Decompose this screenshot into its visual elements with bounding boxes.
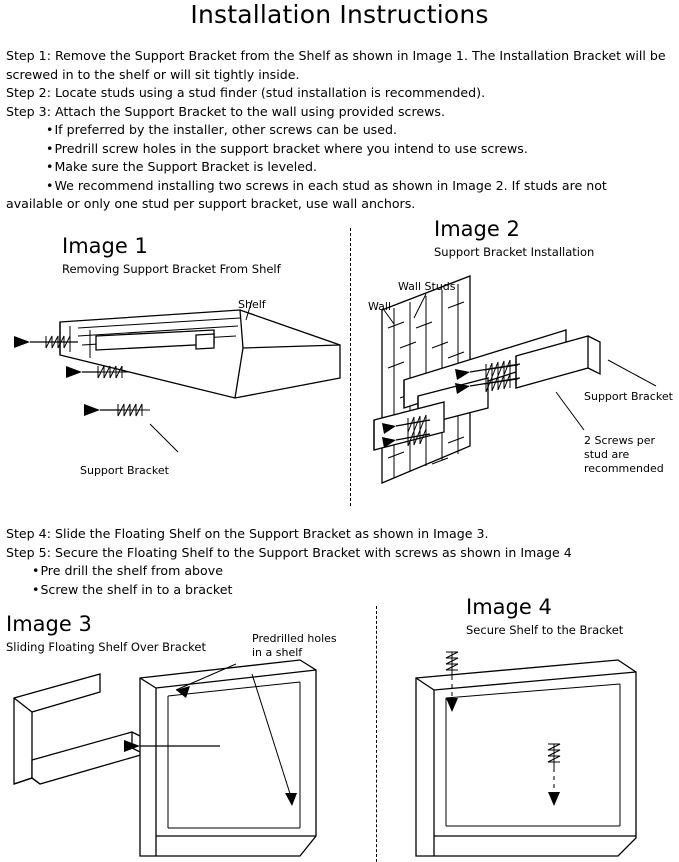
step-5-text-b: to the (213, 544, 259, 560)
screws-note-line-3: recommended (584, 462, 664, 475)
step-5-emphasis-b: Support Bracket (258, 544, 361, 560)
page-title: Installation Instructions (190, 0, 489, 29)
image1-heading: Image 1 (62, 234, 148, 258)
bullet-1-text: If preferred by the installer, other screws can be used. (54, 122, 397, 137)
bullet-3-text-a: Make sure the (54, 159, 148, 174)
step-5 (6, 544, 668, 563)
step-4-emphasis-b: Support Bracket (248, 526, 351, 541)
steps-top-tail: available or only one stud per support bracket, use wall anchors. (6, 196, 416, 211)
image1-subheading: Removing Support Bracket From Shelf (62, 262, 281, 276)
list-item (32, 581, 668, 600)
step-2 (6, 84, 668, 103)
mid-bullet-1: Pre drill the shelf from above (40, 563, 223, 578)
step-4-text-a: : Slide the (46, 526, 115, 541)
image3-drawing (0, 660, 376, 862)
figure-divider-bottom (376, 606, 377, 862)
step-1-emphasis-a: Support Bracket (134, 48, 237, 63)
image2-label-screws-note (584, 434, 664, 476)
image1-drawing (0, 300, 350, 510)
image2-subheading: Support Bracket Installation (434, 245, 595, 259)
image1-label-support-bracket: Support Bracket (80, 464, 169, 477)
mid-bullet-2: Screw the shelf in to a bracket (40, 581, 233, 597)
step-2-text-a: : Locate studs using a stud finder (stud installation is recommended). (46, 85, 486, 100)
image4-drawing (396, 648, 679, 862)
step-1-label: Step 1 (6, 48, 47, 63)
image3-label-predrilled (252, 632, 337, 660)
step-5-text-a: : Secure the (46, 544, 127, 560)
bullet-4-text-a: We recommend installing two screws in each stud as shown in (54, 177, 453, 193)
steps-top-block (6, 47, 668, 214)
image3-subheading: Sliding Floating Shelf Over Bracket (6, 640, 206, 654)
list-item (46, 158, 668, 177)
step-2-label: Step 2 (6, 85, 47, 100)
image4-subheading: Secure Shelf to the Bracket (466, 623, 624, 637)
step-5-label: Step 5 (6, 544, 47, 560)
image3-heading: Image 3 (6, 612, 92, 636)
step-4-text-b: on the (200, 526, 249, 541)
step-1-text-a: : Remove the (46, 48, 135, 63)
step-3-text-b: to the wall using provided screws. (226, 103, 445, 119)
bullet-4-emphasis: Image 2 (452, 177, 504, 193)
predrilled-line-2: in a shelf (252, 646, 303, 659)
step-4-text-d: . (484, 526, 489, 541)
step-5-bullet-list (6, 562, 668, 599)
step-1-text-c: . The Installation Bracket will be screwed in to the shelf or will sit tightly inside. (6, 48, 666, 82)
bullet-2-text: Predrill screw holes in the support bracket where you intend to use screws. (54, 140, 528, 156)
step-4 (6, 525, 668, 544)
step-1 (6, 47, 668, 84)
bullet-3-text-b: is leveled. (249, 159, 318, 174)
image4-heading: Image 4 (466, 595, 552, 619)
figure-divider-top (350, 228, 351, 506)
step-3-text-a: : Attach the (46, 103, 125, 119)
step-1-emphasis-b: Image 1 (412, 48, 464, 63)
list-item (46, 121, 668, 140)
bullet-4-text-b: . If studs are not (503, 177, 607, 193)
screw-arrow-3 (84, 404, 150, 416)
steps-mid-block (6, 525, 668, 599)
image2-label-wall: Wall (368, 300, 392, 313)
screws-note-line-2: stud are (584, 448, 630, 461)
step-5-emphasis-a: Floating Shelf (126, 544, 214, 560)
image2-heading: Image 2 (434, 217, 520, 241)
list-item (46, 177, 668, 196)
step-4-text-c: as shown in (350, 526, 434, 541)
image1-label-shelf: Shelf (238, 298, 266, 311)
step-3-label: Step 3 (6, 103, 47, 119)
step-3-bullet-list (6, 121, 668, 195)
step-5-text-c: with screws as shown in (360, 544, 521, 560)
step-4-label: Step 4 (6, 526, 47, 541)
list-item (46, 140, 668, 159)
list-item (32, 562, 668, 581)
step-4-emphasis-c: Image 3 (433, 526, 485, 541)
step-5-emphasis-c: Image 4 (520, 544, 572, 560)
predrilled-line-1: Predrilled holes (252, 632, 337, 645)
step-3 (6, 103, 668, 122)
bullet-3-emphasis: Support Bracket (147, 159, 250, 174)
step-4-emphasis-a: Floating Shelf (114, 526, 201, 541)
step-3-emphasis-a: Support Bracket (124, 103, 227, 119)
image2-label-wall-studs: Wall Studs (398, 280, 456, 293)
step-1-text-b: from the Shelf as shown in (236, 48, 413, 63)
screws-note-line-1: 2 Screws per (584, 434, 656, 447)
image2-label-support-bracket: Support Bracket (584, 390, 673, 403)
